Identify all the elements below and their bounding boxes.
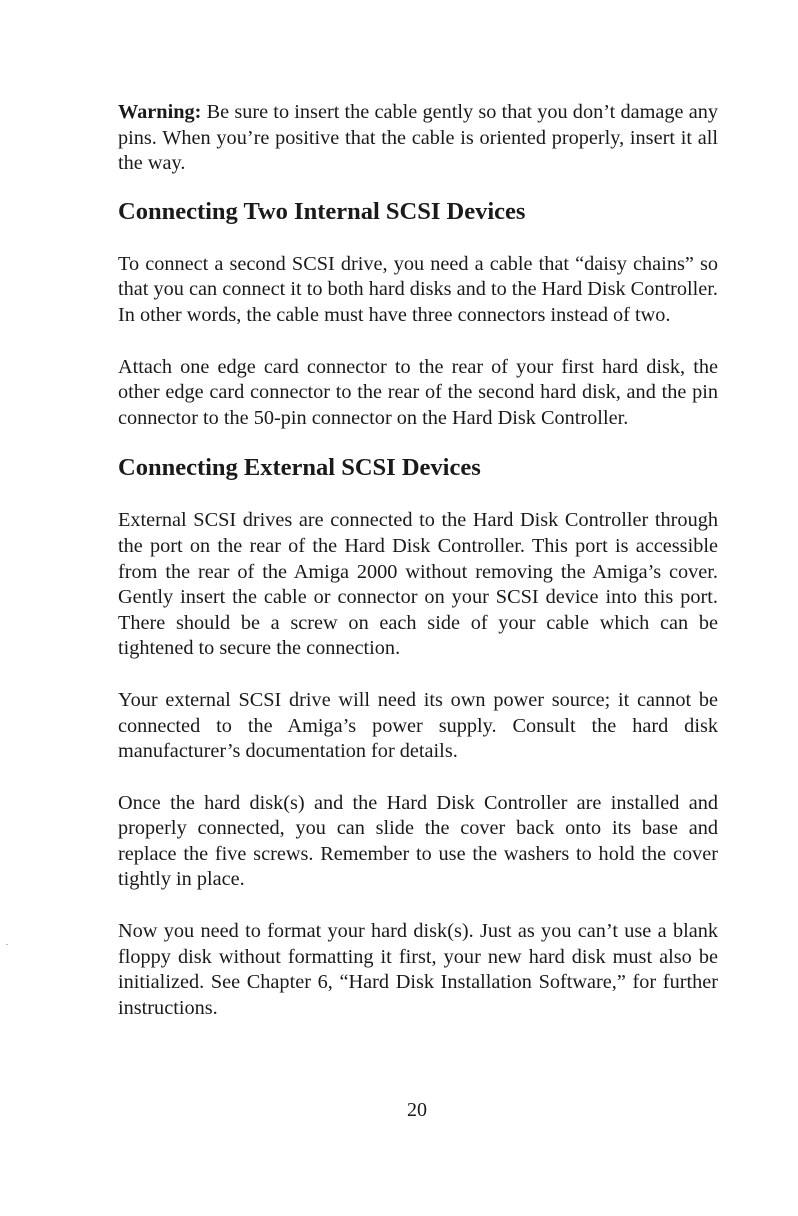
body-paragraph: Your external SCSI drive will need its own power source; it cannot be connected to the Amiga’s power supply. Consult the hard disk manufacturer’s documentation for details. <box>118 688 718 763</box>
scan-speck <box>6 944 8 945</box>
page-body <box>118 100 718 1021</box>
body-paragraph: Attach one edge card connector to the rear of your first hard disk, the other edge card connector to the rear of the second hard disk, and the pin connector to the 50-pin connector on the Hard Disk Controller. <box>118 355 718 429</box>
body-paragraph: Now you need to format your hard disk(s). Just as you can’t use a blank floppy disk without formatting it first, your new hard disk must also be initialized. See Chapter 6, “Hard Disk Installation Software,” for further instructions. <box>118 920 718 1019</box>
body-paragraph: To connect a second SCSI drive, you need a cable that “daisy chains” so that you can connect it to both hard disks and to the Hard Disk Controller. In other words, the cable must have three connectors instead of two. <box>118 252 718 326</box>
body-paragraph: External SCSI drives are connected to the Hard Disk Controller through the port on the rear of the Hard Disk Controller. This port is accessible from the rear of the Amiga 2000 without removing the Amiga’s cover. Gently insert the cable or connector on your SCSI device into this port. There should be a screw on each side of your cable which can be tightened to secure the connection. <box>118 509 718 660</box>
page-number: 20 <box>407 1099 427 1121</box>
warning-paragraph <box>118 100 718 177</box>
section-heading-external-scsi: Connecting External SCSI Devices <box>118 454 481 482</box>
warning-text: Be sure to insert the cable gently so that you don’t damage any pins. When you’re positive that the cable is oriented properly, insert it all the way. <box>118 101 718 175</box>
warning-label: Warning: <box>118 101 202 123</box>
body-paragraph: Once the hard disk(s) and the Hard Disk Controller are installed and properly connected, you can slide the cover back onto its base and replace the five screws. Remember to use the washers to hold the cover tightly in place. <box>118 791 718 891</box>
section-heading-internal-scsi: Connecting Two Internal SCSI Devices <box>118 197 526 225</box>
